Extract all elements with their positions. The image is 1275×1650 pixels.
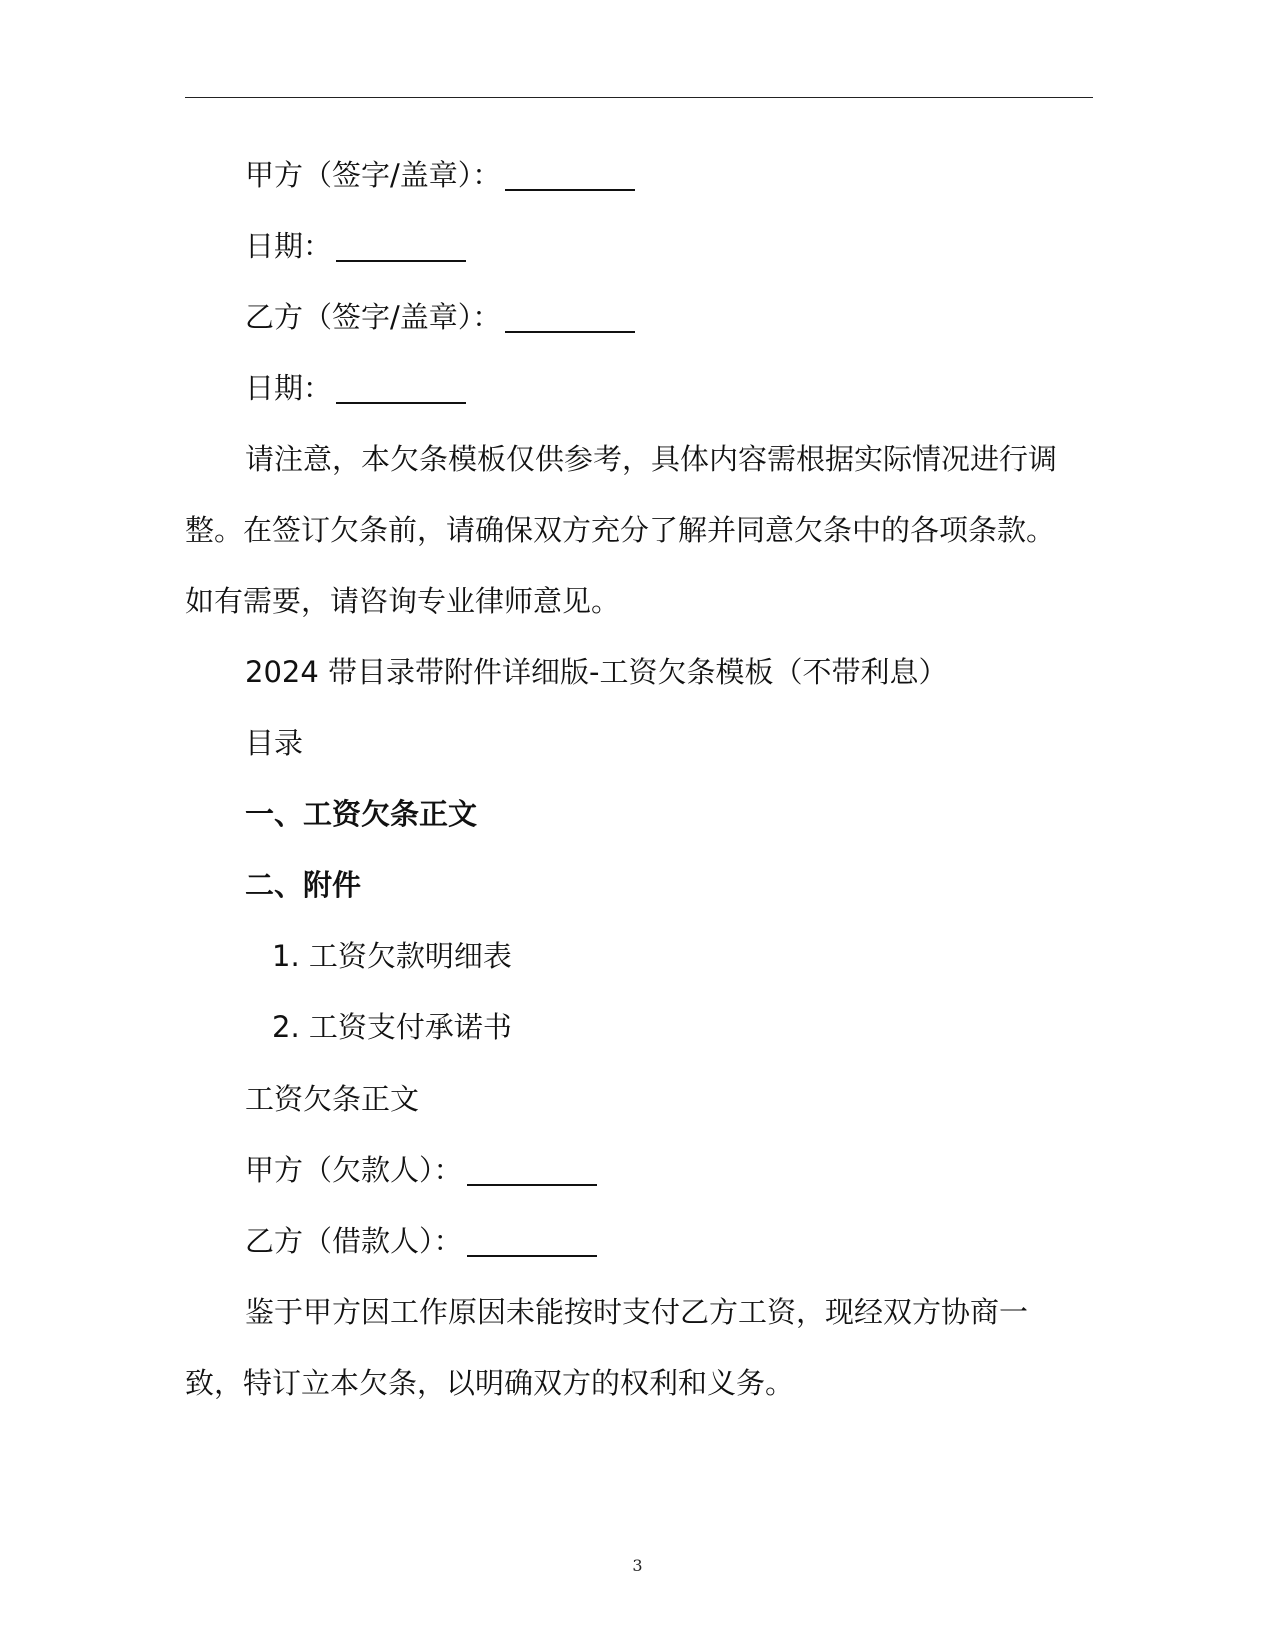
header-rule xyxy=(185,97,1093,98)
toc-heading: 目录 xyxy=(245,726,304,760)
date-line-1 xyxy=(245,226,1125,266)
toc-section-1: 一、工资欠条正文 xyxy=(245,797,478,831)
toc-section-2: 二、附件 xyxy=(245,868,362,902)
toc-attachment-2: 2. 工资支付承诺书 xyxy=(272,1010,512,1044)
template-title: 2024 带目录带附件详细版-工资欠条模板（不带利息） xyxy=(245,655,948,689)
date-line-2 xyxy=(245,368,1125,408)
toc-attachment-1: 1. 工资欠款明细表 xyxy=(272,939,512,973)
party-a-label: 甲方（欠款人）： xyxy=(245,1153,463,1187)
party-a-sign-blank[interactable] xyxy=(505,159,635,191)
party-b-sign-label: 乙方（签字/盖章）： xyxy=(245,300,502,334)
date-label-2: 日期： xyxy=(245,371,333,405)
notice-line-2: 整。在签订欠条前，请确保双方充分了解并同意欠条中的各项条款。 xyxy=(185,513,1056,547)
page-number: 3 xyxy=(632,1556,643,1575)
party-b-blank[interactable] xyxy=(467,1225,597,1257)
date-blank-2[interactable] xyxy=(336,372,466,404)
party-a-sign-label: 甲方（签字/盖章）： xyxy=(245,158,502,192)
body-paragraph-line-1: 鉴于甲方因工作原因未能按时支付乙方工资，现经双方协商一 xyxy=(245,1295,1029,1329)
body-paragraph-line-2: 致，特订立本欠条，以明确双方的权利和义务。 xyxy=(185,1366,795,1400)
notice-line-1: 请注意，本欠条模板仅供参考，具体内容需根据实际情况进行调 xyxy=(245,442,1058,476)
body-heading: 工资欠条正文 xyxy=(245,1082,420,1116)
party-a-line xyxy=(245,1150,1125,1190)
party-b-line xyxy=(245,1221,1125,1261)
date-blank-1[interactable] xyxy=(336,230,466,262)
party-b-signature-line xyxy=(245,297,1125,337)
date-label-1: 日期： xyxy=(245,229,333,263)
party-a-blank[interactable] xyxy=(467,1154,597,1186)
notice-line-3: 如有需要，请咨询专业律师意见。 xyxy=(185,584,621,618)
party-b-sign-blank[interactable] xyxy=(505,301,635,333)
party-b-label: 乙方（借款人）： xyxy=(245,1224,463,1258)
party-a-signature-line xyxy=(245,155,1125,195)
